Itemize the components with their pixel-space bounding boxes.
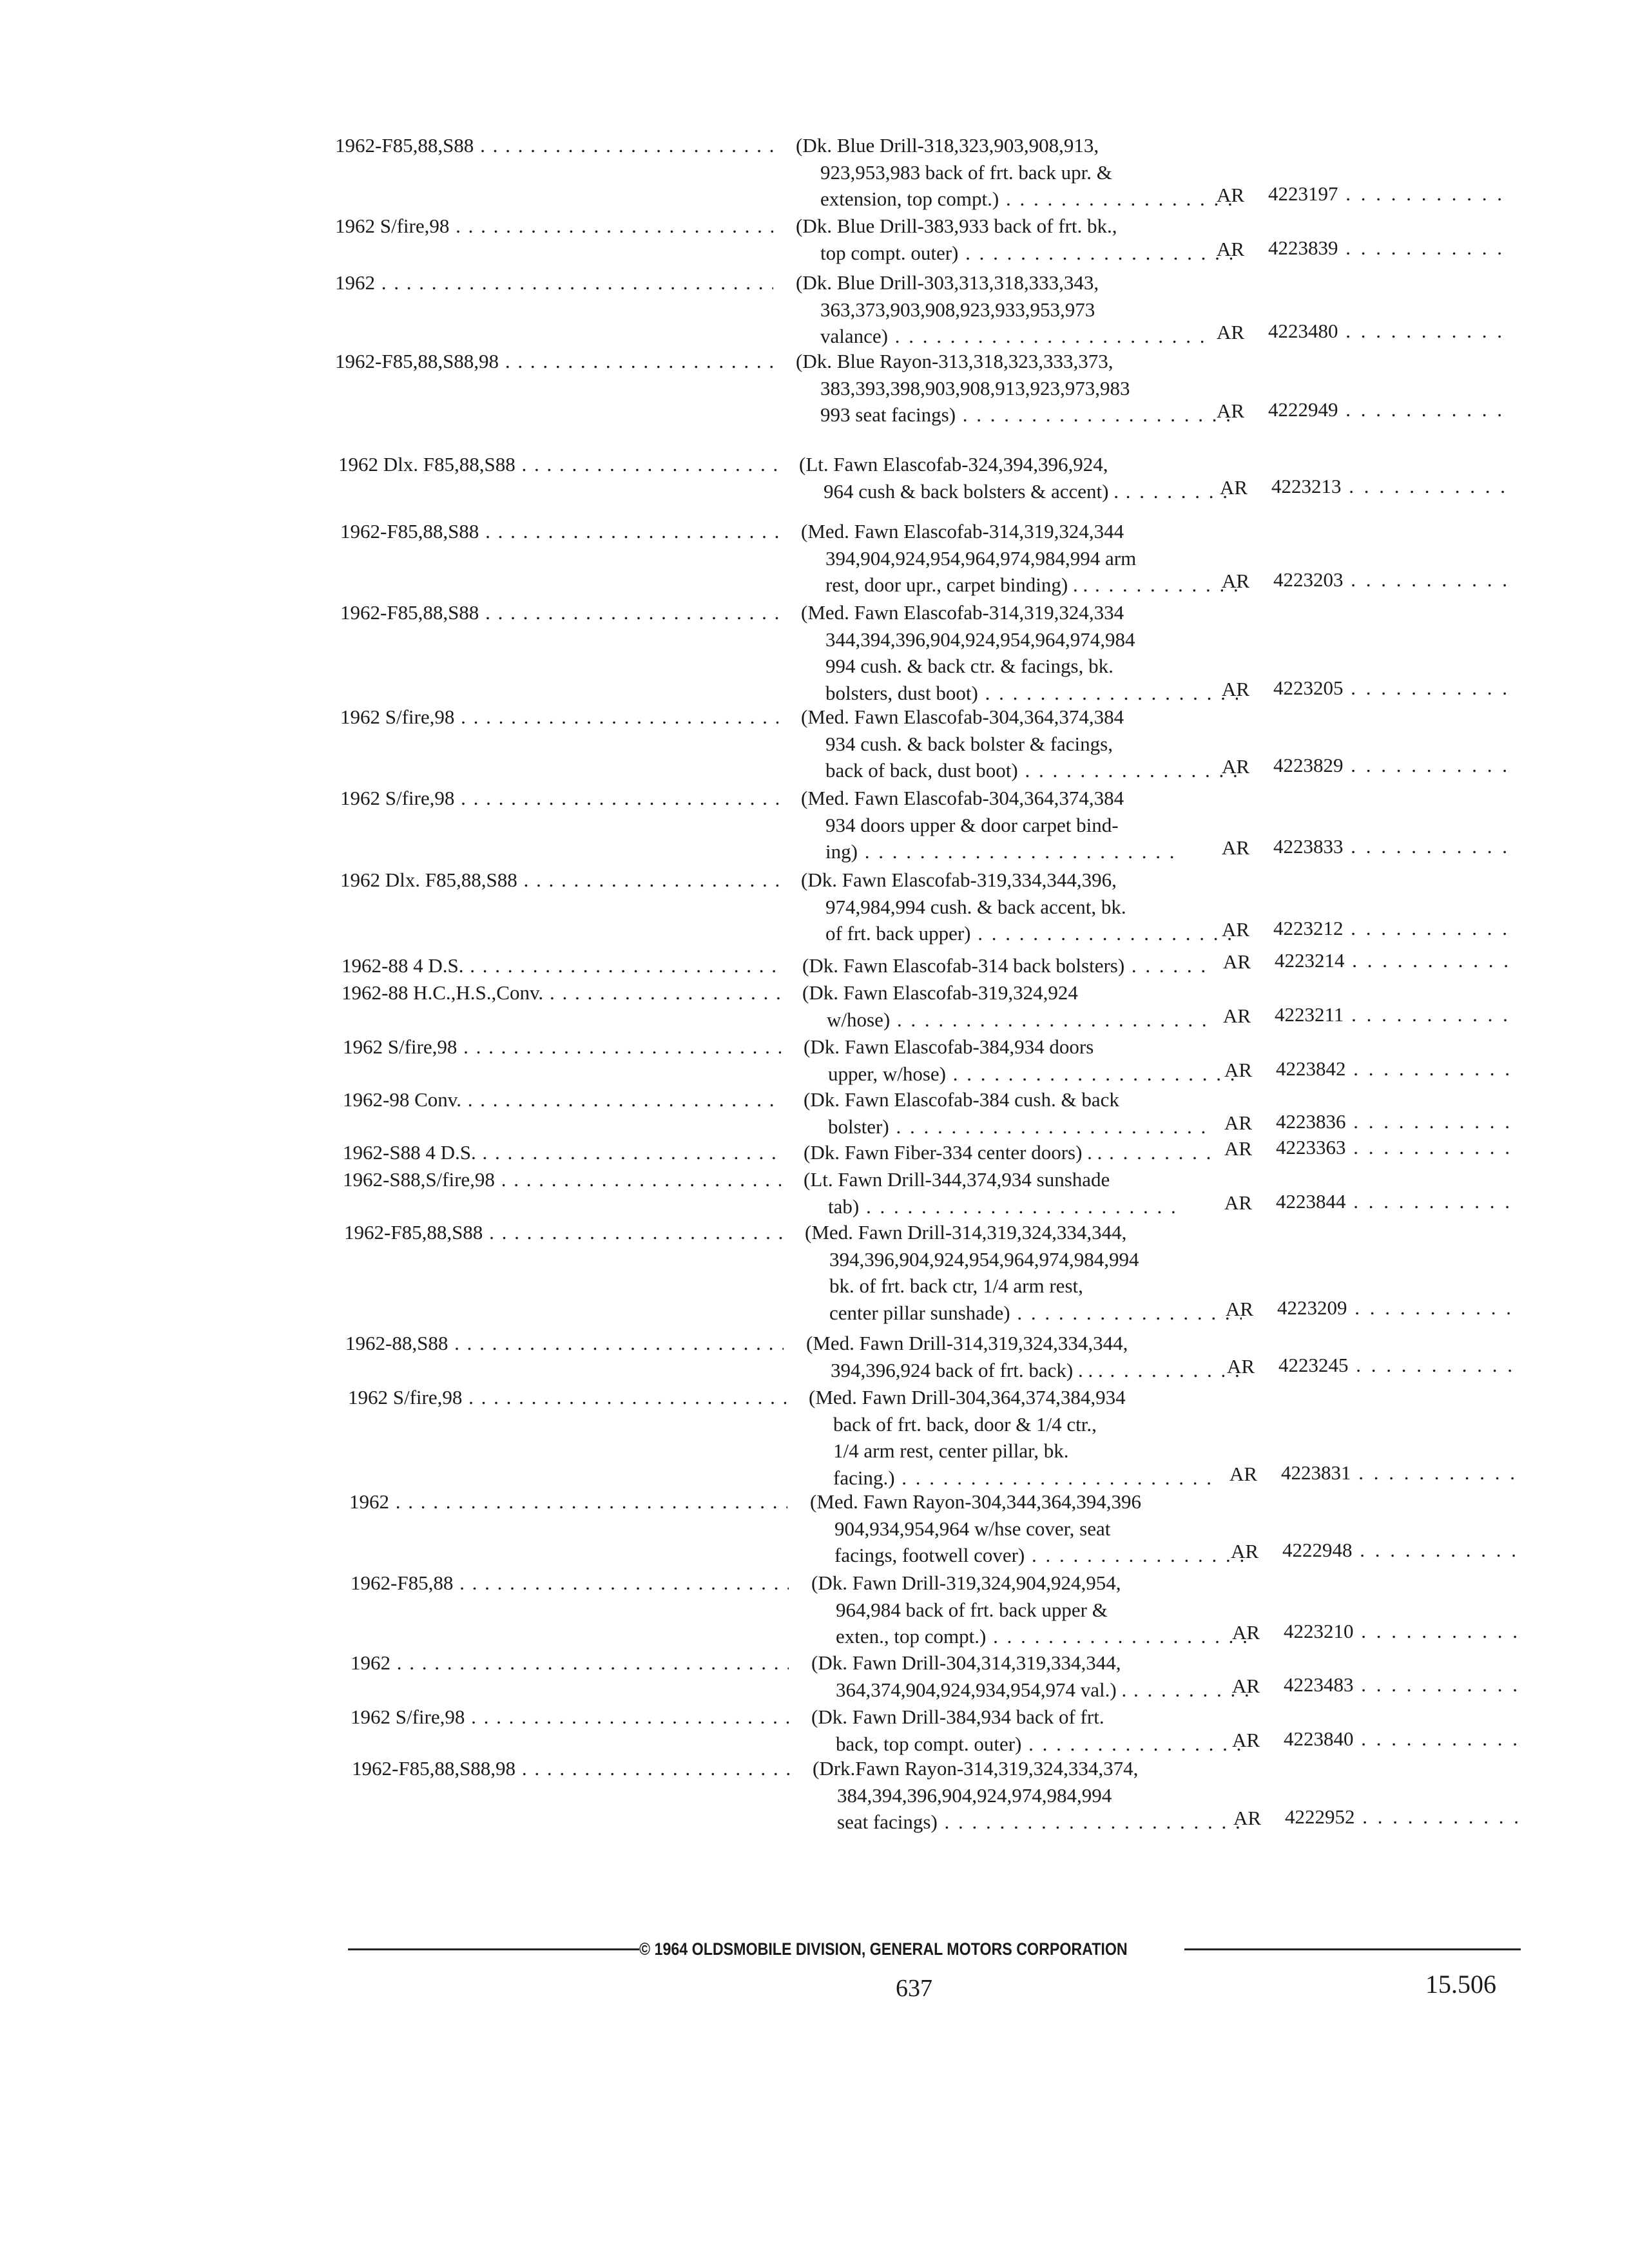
entry-part-number: 4222949 . . . [1268,396,1507,423]
entry-description [799,451,1211,505]
entry-quantity: AR [1217,184,1245,206]
description-line: exten., top compt.) . . . [811,1623,1248,1650]
entry-model: 1962 S/fire,98 . . . [340,785,778,811]
entry-model: 1962-F85,88,S88,98 . . . [335,348,773,374]
description-line: top compt. outer) . . . [796,240,1233,267]
entry-part-number: 4223833 . . . [1273,833,1512,860]
entry-quantity: AR [1232,1728,1260,1751]
section-number: 15.506 [1425,1970,1496,1999]
description-line: 394,396,924 back of frt. back) . . . . . . [806,1357,1243,1384]
entry-description [806,1330,1219,1383]
description-line: (Med. Fawn Drill-304,364,374,384,934 [809,1386,1126,1408]
entry-model: 1962-88 4 D.S. . . . [342,952,780,979]
description-line: 394,396,904,924,954,964,974,984,994 [829,1247,1139,1271]
entry-model: 1962-S88,S/fire,98 . . . [343,1166,781,1193]
description-line: 383,393,398,903,908,913,923,973,983 [820,376,1130,399]
entry-description [796,348,1208,428]
entry-model: 1962 S/fire,98 . . . [348,1384,786,1410]
entry-part-number: 4223214 . . . [1275,947,1513,974]
entry-description [801,867,1213,947]
description-line: 934 doors upper & door carpet bind- [825,813,1119,836]
description-line: 394,904,924,954,964,974,984,994 arm [825,546,1137,570]
footer-rule-right [1184,1948,1521,1950]
entry-model: 1962 S/fire,98 . . . [343,1033,781,1060]
description-line: (Dk. Fawn Elascofab-384,934 doors [804,1035,1094,1058]
entry-quantity: AR [1224,1111,1253,1134]
copyright-notice: © 1964 OLDSMOBILE DIVISION, GENERAL MOTORS CORPORATION [639,1939,1128,1959]
entry-quantity: AR [1217,237,1245,260]
description-line: (Dk. Blue Drill-318,323,903,908,913, [796,134,1099,157]
entry-quantity: AR [1223,950,1251,973]
entry-model: 1962 S/fire,98 . . . [335,213,773,239]
page-number: 637 [896,1975,932,2002]
entry-part-number: 4223483 . . . [1284,1671,1522,1698]
description-line: ing) . . . [801,838,1238,865]
description-line: (Med. Fawn Drill-314,319,324,334,344, [805,1221,1127,1244]
description-line: (Lt. Fawn Elascofab-324,394,396,924, [799,453,1108,476]
entry-description [813,1755,1225,1836]
entry-quantity: AR [1222,918,1250,941]
entry-quantity: AR [1232,1674,1260,1697]
entry-model: 1962-98 Conv. . . . [343,1086,781,1113]
description-line: (Dk. Fawn Fiber-334 center doors) . . . . . [804,1139,1216,1166]
description-line: (Dk. Blue Drill-303,313,318,333,343, [796,271,1099,294]
description-line: 974,984,994 cush. & back accent, bk. [825,895,1126,918]
entry-quantity: AR [1233,1807,1262,1829]
entry-part-number: 4223842 . . . [1276,1055,1514,1082]
entry-model: 1962-F85,88,S88,98 . . . [352,1755,790,1782]
entry-part-number: 4223840 . . . [1284,1725,1522,1752]
description-line: back of frt. back, door & 1/4 ctr., [833,1412,1097,1436]
description-line: 344,394,396,904,924,954,964,974,984 [825,628,1135,651]
entry-description [804,1086,1216,1140]
entry-description [811,1649,1224,1703]
entry-description [804,1033,1216,1087]
entry-model: 1962 Dlx. F85,88,S88 . . . [340,867,778,893]
description-line: 364,374,904,924,934,954,974 val.) . . . . [811,1677,1248,1704]
entry-model: 1962-F85,88,S88 . . . [344,1219,782,1245]
description-line: (Med. Fawn Rayon-304,344,364,394,396 [810,1490,1142,1513]
entry-part-number: 4223839 . . . [1268,235,1507,261]
description-line: 934 cush. & back bolster & facings, [825,732,1113,755]
entry-quantity: AR [1224,1058,1253,1081]
entry-description [796,269,1208,350]
entry-model: 1962-F85,88,S88 . . . [335,132,773,159]
description-line: bk. of frt. back ctr, 1/4 arm rest, [829,1274,1083,1297]
entry-part-number: 4223197 . . . [1268,180,1507,207]
entry-quantity: AR [1223,1004,1251,1027]
entry-part-number: 4223363 . . . [1276,1134,1514,1160]
entry-description [805,1219,1217,1326]
entry-model: 1962-88 H.C.,H.S.,Conv. . . . [342,979,780,1006]
entry-quantity: AR [1217,321,1245,343]
entry-quantity: AR [1222,755,1250,778]
description-line: facing.) . . . [809,1465,1246,1492]
entry-model: 1962 S/fire,98 . . . [340,704,778,730]
entry-part-number: 4223211 . . . [1275,1001,1513,1028]
entry-description [801,599,1213,706]
entry-part-number: 4223213 . . . [1271,473,1510,499]
entry-quantity: AR [1226,1297,1254,1320]
entry-model: 1962-S88 4 D.S. . . . [343,1139,781,1166]
entry-model: 1962 Dlx. F85,88,S88 . . . [338,451,776,477]
description-line: (Dk. Fawn Elascofab-319,334,344,396, [801,869,1117,891]
description-line: (Dk. Fawn Elascofab-319,324,924 [802,981,1078,1004]
description-line: (Med. Fawn Drill-314,319,324,334,344, [806,1332,1128,1354]
entry-part-number: 4223205 . . . [1273,675,1512,701]
description-line: (Dk. Blue Drill-383,933 back of frt. bk., [796,215,1117,237]
description-line: extension, top compt.) . . . [796,186,1233,213]
description-line: facings, footwell cover) . . . [810,1542,1247,1569]
entry-quantity: AR [1227,1354,1255,1378]
entry-model: 1962 . . . [349,1488,787,1515]
description-line: bolsters, dust boot) . . . [801,680,1238,707]
entry-description [802,952,1215,979]
entry-part-number: 4223212 . . . [1273,915,1512,941]
description-line: upper, w/hose) . . . [804,1061,1240,1088]
entry-part-number: 4223480 . . . [1268,318,1507,344]
description-line: (Med. Fawn Elascofab-304,364,374,384 [801,706,1124,728]
footer-rule-left [348,1948,639,1950]
description-line: (Dk. Fawn Drill-304,314,319,334,344, [811,1651,1121,1674]
description-line: center pillar sunshade) . . . [805,1300,1242,1327]
description-line: (Lt. Fawn Drill-344,374,934 sunshade [804,1168,1110,1191]
entry-quantity: AR [1229,1462,1258,1485]
entry-quantity: AR [1222,677,1250,700]
description-line: (Dk. Fawn Drill-384,934 back of frt. [811,1706,1104,1728]
entry-part-number: 4222952 . . . [1285,1803,1523,1830]
entry-part-number: 4223836 . . . [1276,1108,1514,1135]
entry-description [810,1488,1222,1569]
description-line: seat facings) . . . [813,1809,1249,1836]
entry-quantity: AR [1220,476,1248,499]
description-line: 1/4 arm rest, center pillar, bk. [833,1439,1069,1462]
description-line: 964,984 back of frt. back upper & [836,1598,1108,1621]
entry-quantity: AR [1232,1621,1260,1644]
entry-description [801,785,1213,865]
description-line: (Dk. Fawn Elascofab-314 back bolsters) . . . [802,952,1215,979]
entry-description [804,1166,1216,1220]
entry-model: 1962 S/fire,98 . . . [351,1704,789,1730]
entry-part-number: 4223245 . . . [1278,1352,1517,1378]
description-line: bolster) . . . [804,1113,1240,1140]
entry-quantity: AR [1231,1540,1259,1562]
description-line: 363,373,903,908,923,933,953,973 [820,298,1095,321]
description-line: tab) . . . [804,1193,1240,1220]
description-line: (Med. Fawn Elascofab-314,319,324,344 [801,520,1124,543]
description-line: 994 cush. & back ctr. & facings, bk. [825,655,1113,677]
entry-model: 1962 . . . [351,1649,789,1676]
description-line: (Drk.Fawn Rayon-314,319,324,334,374, [813,1757,1139,1780]
description-line: (Med. Fawn Elascofab-304,364,374,384 [801,787,1124,809]
entry-description [804,1139,1216,1166]
description-line: (Dk. Fawn Elascofab-384 cush. & back [804,1088,1119,1111]
entry-quantity: AR [1217,399,1245,422]
entry-description [796,213,1208,266]
description-line: (Dk. Blue Rayon-313,318,323,333,373, [796,350,1113,372]
description-line: back, top compt. outer) . . . [811,1731,1248,1758]
entry-model: 1962 . . . [335,269,773,296]
entry-description [811,1704,1224,1757]
entry-description [802,979,1215,1033]
description-line: back of back, dust boot) . . . [801,757,1238,784]
description-line: (Med. Fawn Elascofab-314,319,324,334 [801,601,1124,624]
entry-part-number: 4223831 . . . [1281,1459,1519,1486]
description-line: 904,934,954,964 w/hse cover, seat [834,1517,1111,1540]
entry-description [809,1384,1221,1491]
entry-part-number: 4223210 . . . [1284,1618,1522,1644]
description-line: rest, door upr., carpet binding) . . . . . [801,572,1238,599]
entry-description [801,518,1213,599]
entry-part-number: 4223209 . . . [1277,1294,1516,1321]
entry-quantity: AR [1222,570,1250,592]
entry-quantity: AR [1224,1137,1253,1160]
entry-model: 1962-F85,88,S88 . . . [340,518,778,544]
entry-part-number: 4223844 . . . [1276,1188,1514,1215]
description-line: 993 seat facings) . . . [796,401,1233,428]
entry-model: 1962-88,S88 . . . [345,1330,784,1356]
entry-model: 1962-F85,88,S88 . . . [340,599,778,626]
description-line: 964 cush & back bolsters & accent) . . . . [799,478,1236,505]
entry-description [811,1570,1224,1650]
entry-part-number: 4223203 . . . [1273,566,1512,593]
entry-description [796,132,1208,213]
entry-quantity: AR [1222,836,1250,859]
entry-description [801,704,1213,784]
description-line: (Dk. Fawn Drill-319,324,904,924,954, [811,1571,1121,1594]
entry-quantity: AR [1224,1191,1253,1214]
description-line: valance) . . . [796,323,1233,350]
entry-part-number: 4222948 . . . [1282,1537,1521,1563]
description-line: 384,394,396,904,924,974,984,994 [837,1783,1112,1807]
entry-model: 1962-F85,88 . . . [351,1570,789,1596]
description-line: of frt. back upper) . . . [801,920,1238,947]
description-line: 923,953,983 back of frt. back upr. & [820,160,1112,184]
entry-part-number: 4223829 . . . [1273,752,1512,778]
description-line: w/hose) . . . [802,1006,1239,1033]
